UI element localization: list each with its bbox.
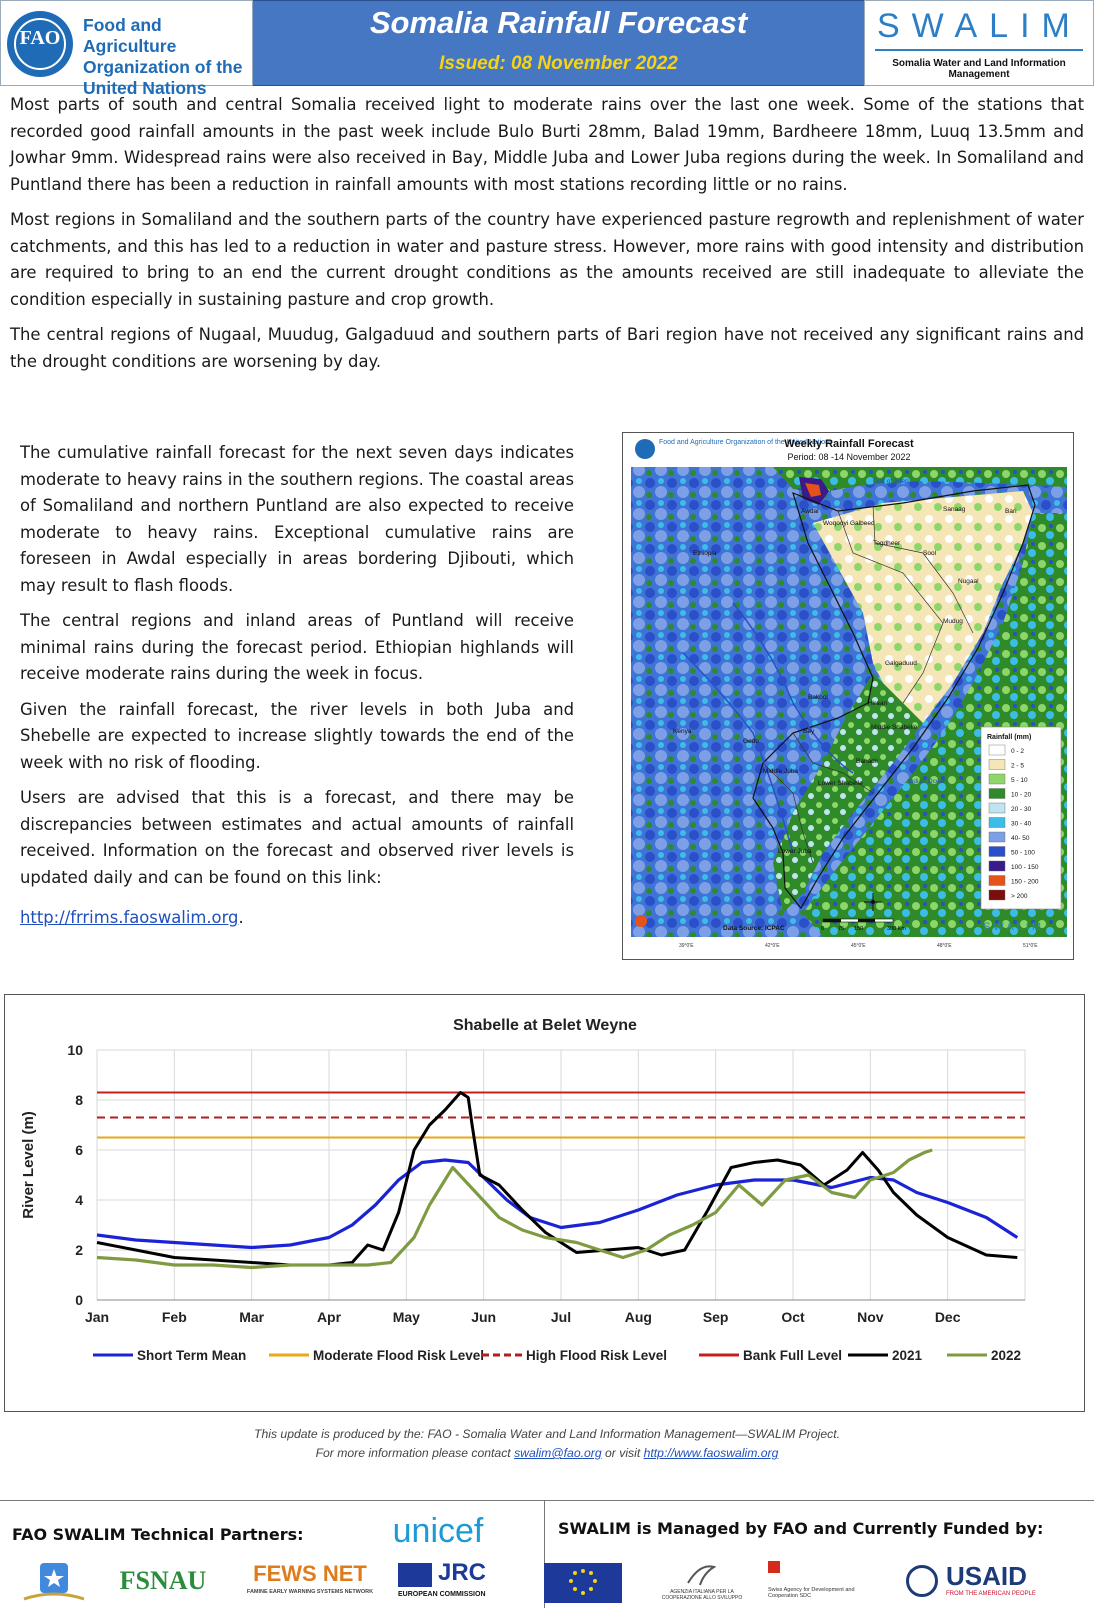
map-title: Weekly Rainfall Forecast (784, 438, 914, 450)
contact-email-link[interactable]: swalim@fao.org (514, 1446, 602, 1460)
eu-flag-icon (398, 1563, 432, 1587)
swalim-logo-subtitle: Somalia Water and Land Information Management (892, 58, 1066, 80)
legend-swatch (989, 861, 1005, 871)
sdc-text: Swiss Agency for Development and Cooperation SDC (768, 1587, 855, 1599)
forecast-paragraph: The cumulative rainfall forecast for the next seven days indicates moderate to heavy rains in the southern regions. The coastal areas of Somaliland and northern Puntland are also expected to receive moderate to heavy rains. Exceptional cumulative rains are foreseen in Awdal especially in areas bordering Djibouti, which may result to flash floods. (20, 443, 574, 595)
swalim-logo-panel (864, 0, 1094, 86)
map-label: Togdheer (873, 540, 901, 547)
x-tick-label: Jul (550, 1309, 572, 1325)
legend-swatch (989, 847, 1005, 857)
map-fao-logo (635, 439, 655, 459)
footer-note (0, 1425, 1094, 1463)
x-tick-label: Oct (781, 1309, 805, 1325)
footer-line-2-pre: For more information please contact (315, 1446, 515, 1460)
map-org-name: Food and Agriculture Organization of the United Nations (659, 439, 833, 446)
map-label: Indian Ocean (908, 778, 947, 785)
map-label: Galgaduud (885, 660, 917, 667)
map-label: Bakool (808, 694, 828, 701)
x-tick-label: Feb (161, 1309, 187, 1325)
sdc-logo (768, 1559, 878, 1603)
legend-label: 20 - 30 (1011, 806, 1032, 813)
map-label: Nugaal (958, 578, 979, 585)
map-legend (981, 727, 1061, 909)
map-label: Awdal (801, 508, 819, 515)
fsnau-logo: FSNAU (119, 1566, 207, 1595)
scale-label: 150 (854, 926, 864, 932)
swalim-logo-line (875, 49, 1083, 51)
map-label: Gulf of Aden (873, 478, 909, 485)
map-label: Woqooyi Galbeed (823, 520, 875, 527)
legend-label: Moderate Flood Risk Level (313, 1348, 485, 1363)
legend-label: 50 - 100 (1011, 849, 1035, 857)
unicef-logo: unicef (392, 1511, 484, 1550)
page-title: Somalia Rainfall Forecast (369, 5, 748, 40)
x-tick-label: Jan (84, 1309, 110, 1325)
legend-label: 100 - 150 (1011, 864, 1039, 871)
title-banner (253, 0, 864, 86)
map-label: Middle Shabelle (871, 724, 918, 731)
lon-tick: 51°0'E (1023, 943, 1038, 949)
forecast-paragraph: Users are advised that this is a forecast, and there may be discrepancies between estimates and actual amounts of rainfall received. Information on the forecast and observed river levels is updated daily and can be found on this link: (20, 788, 574, 887)
somalia-emblem-logo (14, 1559, 94, 1603)
usaid-seal-icon (906, 1565, 938, 1597)
x-tick-label: May (392, 1309, 420, 1325)
map-label: Lower Juba (778, 848, 812, 855)
map-label: Sool (923, 550, 937, 557)
legend-label: > 200 (1011, 893, 1028, 900)
legend-label: Bank Full Level (743, 1348, 843, 1363)
y-tick-label: 10 (67, 1042, 83, 1058)
map-label: Ethiopia (693, 550, 717, 557)
swalim-logo-word: SWALIM (877, 7, 1082, 45)
legend-swatch (989, 818, 1005, 828)
legend-swatch (989, 876, 1005, 886)
jrc-subtitle: EUROPEAN COMMISSION (398, 1591, 486, 1598)
legend-swatch (989, 774, 1005, 784)
forecast-section (20, 440, 574, 932)
intro-section (10, 92, 1084, 384)
forecast-paragraph: The central regions and inland areas of Puntland will receive minimal rains during the forecast period. Ethiopian highlands will receive moderate rains during the week in focus. (20, 611, 574, 683)
y-tick-label: 6 (75, 1142, 83, 1158)
usaid-text: USAID (946, 1561, 1027, 1591)
lon-tick: 45°0'E (851, 943, 866, 949)
legend-label: 150 - 200 (1011, 878, 1039, 886)
legend-swatch (989, 789, 1005, 799)
intro-paragraph: Most parts of south and central Somalia received light to moderate rains over the last one week. Some of the stations that recorded good rainfall amounts in the past week include Bulo Burti 28mm, Balad 19mm, Bardheere 18mm, Luuq 13.5mm and Jowhar 9mm. Widespread rains were also received in Bay, Middle Juba and Lower Juba regions during the week. In Somaliland and Puntland there has been a reduction in rainfall amounts with most stations recording little or no rains. (10, 95, 1084, 194)
legend-label: 2022 (991, 1348, 1022, 1363)
fews-net-subtitle: FAMINE EARLY WARNING SYSTEMS NETWORK (246, 1589, 374, 1595)
lon-tick: 39°0'E (679, 943, 694, 949)
partners-bar (0, 1500, 1094, 1608)
map-label: Bay (803, 728, 815, 735)
legend-label: 2 - 5 (1011, 762, 1025, 770)
x-tick-label: Nov (857, 1309, 884, 1325)
footer-line-2 (0, 1444, 1094, 1463)
scale-label: 300 Km (887, 926, 906, 932)
link-line (20, 905, 574, 932)
legend-swatch (989, 803, 1005, 813)
chart-title: Shabelle at Belet Weyne (453, 1017, 637, 1034)
chart-svg (5, 995, 1084, 1411)
map-label: Bari (1005, 508, 1017, 515)
aics-text: AGENZIA ITALIANA PER LA COOPERAZIONE ALLO SVILUPPO (661, 1589, 743, 1601)
map-label: Banadir (856, 758, 879, 765)
x-tick-label: Jun (471, 1309, 497, 1325)
map-label: Mudug (943, 618, 963, 625)
scale-label: 0 (821, 926, 825, 932)
footer-line-1: This update is produced by the: FAO - Somalia Water and Land Information Management—SWALIM Project. (254, 1427, 840, 1441)
y-tick-label: 8 (75, 1092, 83, 1108)
y-tick-label: 4 (75, 1192, 83, 1208)
swiss-flag-icon (768, 1561, 780, 1573)
legend-swatch (989, 832, 1005, 842)
y-tick-label: 0 (75, 1292, 83, 1308)
map-hotspot (635, 915, 647, 927)
map-label: Hiraan (868, 700, 888, 707)
fao-emblem (7, 11, 73, 77)
legend-label: Short Term Mean (137, 1348, 247, 1363)
map-label: Sanaag (943, 506, 966, 513)
fews-net-text: FEWS NET (253, 1561, 367, 1586)
x-tick-label: Sep (702, 1309, 729, 1325)
map-label: Middle Juba (763, 768, 799, 775)
usaid-subtitle: FROM THE AMERICAN PEOPLE (946, 1591, 1036, 1597)
river-level-chart (4, 994, 1085, 1412)
swalim-website-link[interactable]: http://www.faoswalim.org (643, 1446, 779, 1460)
lon-tick: 48°0'E (937, 943, 952, 949)
fao-emblem-text: FAO (19, 27, 61, 49)
rainfall-forecast-map (622, 432, 1074, 960)
lon-tick: 42°0'E (765, 943, 780, 949)
legend-label: 0 - 2 (1011, 748, 1025, 755)
x-tick-label: Mar (239, 1309, 265, 1325)
footer-line-2-mid: or visit (601, 1446, 644, 1460)
map-label: Lower Shabelle (818, 780, 863, 787)
legend-label: 5 - 10 (1011, 777, 1028, 784)
issue-date: Issued: 08 November 2022 (439, 53, 678, 74)
scale-label: 75 (838, 926, 845, 932)
x-tick-label: Apr (316, 1309, 342, 1325)
map-legend-title: Rainfall (mm) (987, 734, 1032, 741)
map-data-source: Data Source: ICPAC (723, 925, 785, 932)
y-tick-label: 2 (75, 1242, 83, 1258)
frrims-link[interactable]: http://frrims.faoswalim.org (20, 908, 239, 927)
map-graticule (679, 943, 1038, 949)
legend-label: 10 - 20 (1011, 791, 1032, 799)
header (0, 0, 1094, 98)
usaid-logo (906, 1559, 1056, 1603)
map-label: Gedo (743, 738, 759, 745)
legend-swatch (989, 745, 1005, 755)
x-tick-label: Dec (934, 1309, 961, 1325)
map-svg (623, 433, 1074, 960)
x-tick-label: Aug (624, 1309, 652, 1325)
jrc-text: JRC (438, 1559, 487, 1586)
legend-swatch (989, 890, 1005, 900)
aics-logo (652, 1563, 752, 1603)
map-swalim-logo: SWALIM (983, 921, 1044, 933)
intro-paragraph: The central regions of Nugaal, Muudug, Galgaduud and southern parts of Bari region have not received any significant rains and the drought conditions are worsening by day. (10, 325, 1084, 371)
link-suffix: . (238, 908, 244, 927)
legend-swatch (989, 760, 1005, 770)
fews-net-logo (236, 1559, 384, 1603)
technical-partners-title: FAO SWALIM Technical Partners: (12, 1525, 304, 1544)
chart-y-axis-label: River Level (m) (20, 1111, 37, 1219)
fao-org-name: Food and Agriculture Organization of the United Nations (83, 15, 243, 98)
legend-label: 40- 50 (1011, 835, 1030, 842)
funders-title: SWALIM is Managed by FAO and Currently Funded by: (558, 1519, 1044, 1538)
legend-label: 30 - 40 (1011, 820, 1032, 828)
intro-paragraph: Most regions in Somaliland and the southern parts of the country have experienced pasture regrowth and replenishment of water catchments, and this has led to a reduction in water and pasture stress. However, more rains with good intensity and distribution are required to bring to an end the current drought conditions as the amounts received are still inadequate to alleviate the condition especially in sustaining pasture and crop growth. (10, 210, 1084, 309)
map-period: Period: 08 -14 November 2022 (787, 452, 911, 462)
legend-label: High Flood Risk Level (526, 1348, 668, 1363)
jrc-logo (398, 1559, 498, 1603)
fao-logo-panel (0, 0, 253, 98)
map-label: Kenya (673, 728, 692, 735)
forecast-paragraph: Given the rainfall forecast, the river levels in both Juba and Shebelle are expected to increase slightly towards the end of the week with no risk of flooding. (20, 699, 574, 772)
eu-logo (536, 1561, 628, 1605)
legend-label: 2021 (892, 1348, 923, 1363)
